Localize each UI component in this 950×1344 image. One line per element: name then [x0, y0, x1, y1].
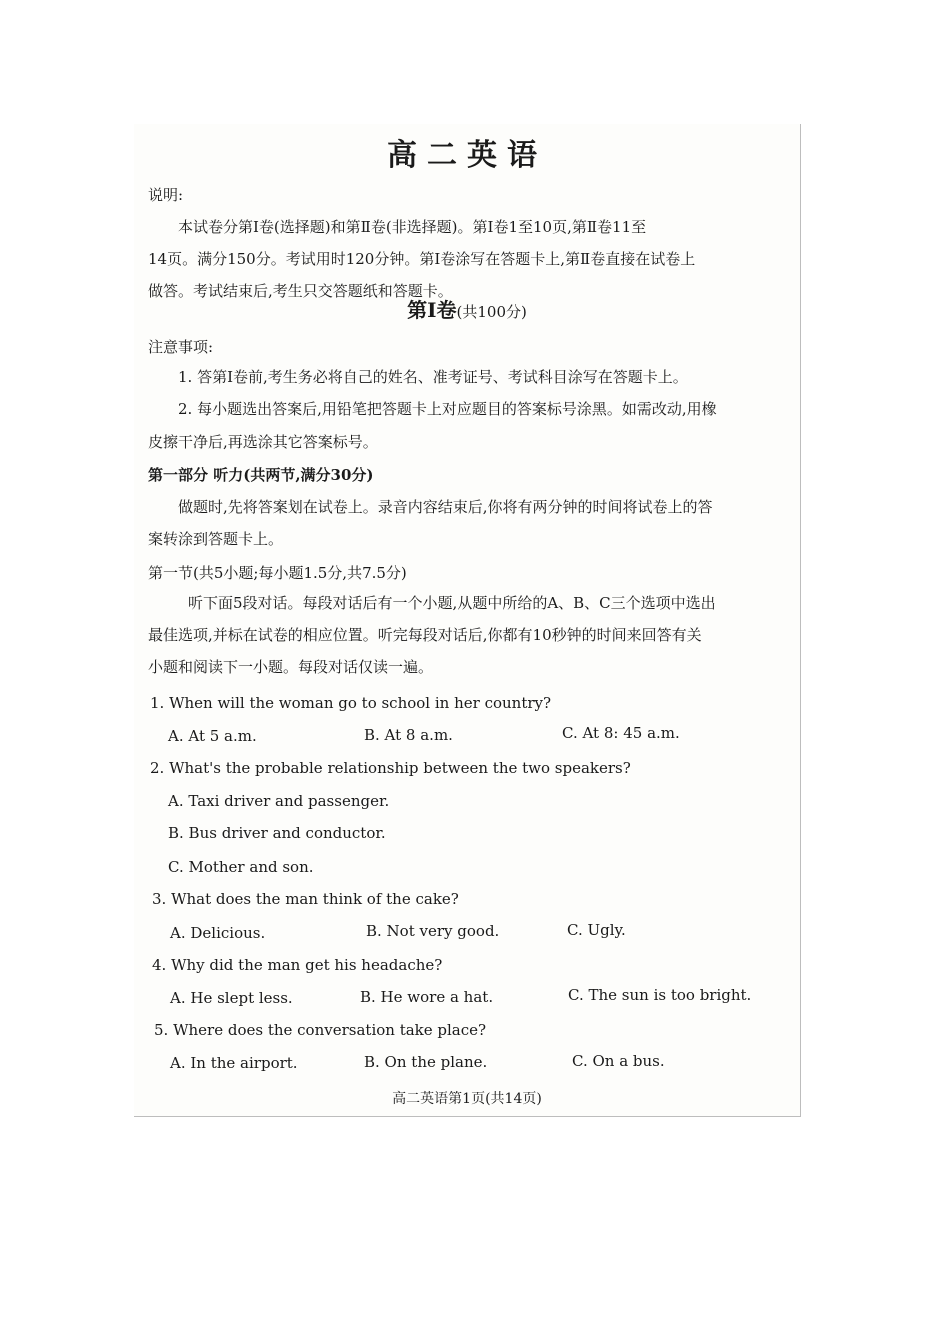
question-5-option-c: C. On a bus. [572, 1052, 665, 1070]
part1-heading: 第一部分 听力(共两节,满分30分) [148, 466, 374, 484]
section1-instruction-2: 最佳选项,并标在试卷的相应位置。听完每段对话后,你都有10秒钟的时间来回答有关 [148, 626, 702, 644]
question-3-option-b: B. Not very good. [366, 922, 500, 940]
volume-points: (共100分) [456, 303, 527, 321]
question-5-option-b: B. On the plane. [364, 1053, 488, 1071]
question-4-option-a: A. He slept less. [170, 989, 293, 1007]
intro-line-1: 本试卷分第Ⅰ卷(选择题)和第Ⅱ卷(非选择题)。第Ⅰ卷1至10页,第Ⅱ卷11至 [178, 218, 647, 236]
question-5-option-a: A. In the airport. [170, 1054, 298, 1072]
question-1-option-c: C. At 8: 45 a.m. [562, 724, 680, 742]
page-footer: 高二英语第1页(共14页) [392, 1091, 542, 1107]
notice-label: 注意事项: [148, 338, 214, 356]
volume-heading [134, 298, 800, 324]
question-2-option-b: B. Bus driver and conductor. [168, 824, 386, 842]
intro-line-2: 14页。满分150分。考试用时120分钟。第Ⅰ卷涂写在答题卡上,第Ⅱ卷直接在试卷上 [148, 250, 696, 268]
exam-title: 高二英语 [387, 138, 547, 173]
question-2-option-a: A. Taxi driver and passenger. [168, 792, 390, 810]
question-4-stem: 4. Why did the man get his headache? [152, 956, 443, 974]
question-1-stem: 1. When will the woman go to school in her country? [150, 694, 552, 712]
question-4-option-b: B. He wore a hat. [360, 988, 494, 1006]
notice-1: 1. 答第Ⅰ卷前,考生务必将自己的姓名、准考证号、考试科目涂写在答题卡上。 [178, 368, 688, 386]
part1-instruction-1: 做题时,先将答案划在试卷上。录音内容结束后,你将有两分钟的时间将试卷上的答 [178, 498, 713, 516]
section1-heading: 第一节(共5小题;每小题1.5分,共7.5分) [148, 564, 407, 582]
question-5-stem: 5. Where does the conversation take place? [154, 1021, 487, 1039]
question-4-option-c: C. The sun is too bright. [568, 986, 752, 1004]
question-2-stem: 2. What's the probable relationship between the two speakers? [150, 759, 631, 777]
question-2-option-c: C. Mother and son. [168, 858, 314, 876]
intro-line-3: 做答。考试结束后,考生只交答题纸和答题卡。 [148, 282, 453, 300]
note-label: 说明: [148, 186, 184, 204]
notice-2: 2. 每小题选出答案后,用铅笔把答题卡上对应题目的答案标号涂黑。如需改动,用橡 [178, 400, 717, 418]
section1-instruction-3: 小题和阅读下一小题。每段对话仅读一遍。 [148, 658, 434, 676]
exam-page [134, 124, 801, 1117]
question-3-stem: 3. What does the man think of the cake? [152, 890, 459, 908]
part1-instruction-2: 案转涂到答题卡上。 [148, 530, 284, 548]
question-1-option-b: B. At 8 a.m. [364, 726, 453, 744]
question-1-option-a: A. At 5 a.m. [168, 727, 257, 745]
question-3-option-a: A. Delicious. [170, 924, 266, 942]
question-3-option-c: C. Ugly. [567, 921, 626, 939]
notice-2-cont: 皮擦干净后,再选涂其它答案标号。 [148, 433, 378, 451]
section1-instruction-1: 听下面5段对话。每段对话后有一个小题,从题中所给的A、B、C三个选项中选出 [188, 594, 716, 612]
volume-title: 第Ⅰ卷 [407, 298, 457, 322]
